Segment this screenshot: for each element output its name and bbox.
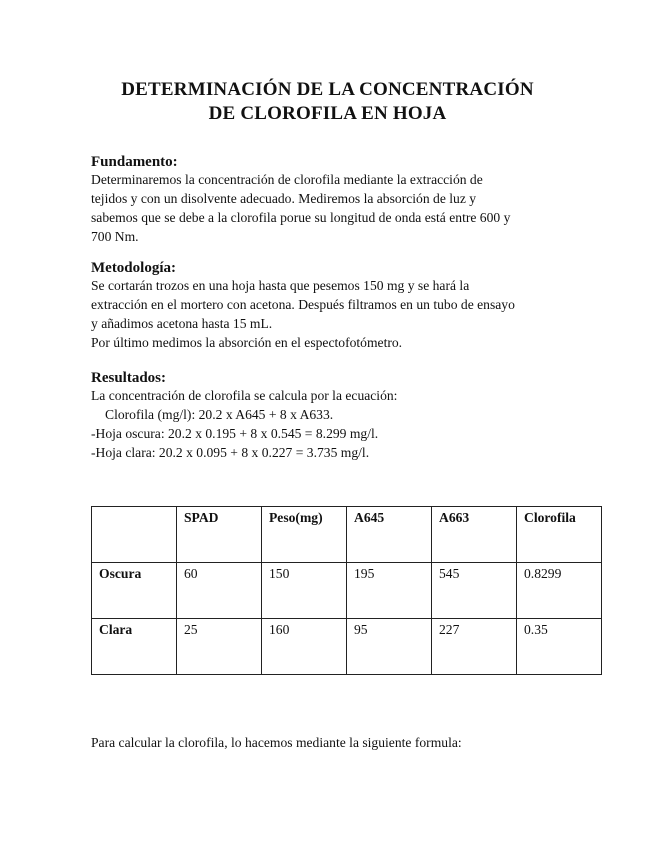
table-cell: 195: [347, 563, 432, 619]
metodologia-line: y añadimos acetona hasta 15 mL.: [91, 316, 273, 331]
table-cell: 150: [262, 563, 347, 619]
fundamento-line: Determinaremos la concentración de clorofila mediante la extracción de: [91, 172, 483, 187]
table-row: [92, 619, 602, 675]
metodologia-paragraph: [91, 276, 571, 352]
table-cell: 60: [177, 563, 262, 619]
table-cell: 25: [177, 619, 262, 675]
results-table: [91, 506, 602, 675]
fundamento-line: 700 Nm.: [91, 229, 139, 244]
table-cell: 160: [262, 619, 347, 675]
table-cell: 0.35: [517, 619, 602, 675]
table-header-cell: A663: [432, 507, 517, 563]
table-cell: 0.8299: [517, 563, 602, 619]
resultados-line: -Hoja clara: 20.2 x 0.095 + 8 x 0.227 = 3.735 mg/l.: [91, 445, 370, 460]
fundamento-heading: Fundamento:: [91, 154, 178, 170]
table-row-label: Clara: [92, 619, 177, 675]
equation-line: Clorofila (mg/l): 20.2 x A645 + 8 x A633.: [105, 407, 334, 422]
resultados-line: La concentración de clorofila se calcula por la ecuación:: [91, 388, 398, 403]
fundamento-line: tejidos y con un disolvente adecuado. Mediremos la absorción de luz y: [91, 191, 477, 206]
metodologia-heading: Metodología:: [91, 260, 176, 276]
table-cell: 95: [347, 619, 432, 675]
table-cell: 545: [432, 563, 517, 619]
fundamento-line: sabemos que se debe a la clorofila porue su longitud de onda está entre 600 y: [91, 210, 511, 225]
title-line-1: DETERMINACIÓN DE LA CONCENTRACIÓN: [121, 79, 534, 100]
table-header-cell: Peso(mg): [262, 507, 347, 563]
fundamento-paragraph: [91, 170, 571, 246]
closing-sentence: Para calcular la clorofila, lo hacemos mediante la siguiente formula:: [91, 735, 462, 750]
title-line-2: DE CLOROFILA EN HOJA: [208, 103, 447, 124]
resultados-line: -Hoja oscura: 20.2 x 0.195 + 8 x 0.545 = 8.299 mg/l.: [91, 426, 379, 441]
table-header-row: [92, 507, 602, 563]
table-cell: 227: [432, 619, 517, 675]
metodologia-line: extracción en el mortero con acetona. Después filtramos en un tubo de ensayo: [91, 297, 515, 312]
table-row-label: Oscura: [92, 563, 177, 619]
table-header-cell: A645: [347, 507, 432, 563]
resultados-heading: Resultados:: [91, 370, 167, 386]
table-header-cell: SPAD: [177, 507, 262, 563]
page-title: [60, 78, 595, 126]
table-header-cell: [92, 507, 177, 563]
table-row: [92, 563, 602, 619]
resultados-paragraph: [91, 386, 571, 462]
metodologia-line: Por último medimos la absorción en el espectofotómetro.: [91, 335, 403, 350]
table-header-cell: Clorofila: [517, 507, 602, 563]
metodologia-line: Se cortarán trozos en una hoja hasta que pesemos 150 mg y se hará la: [91, 278, 470, 293]
